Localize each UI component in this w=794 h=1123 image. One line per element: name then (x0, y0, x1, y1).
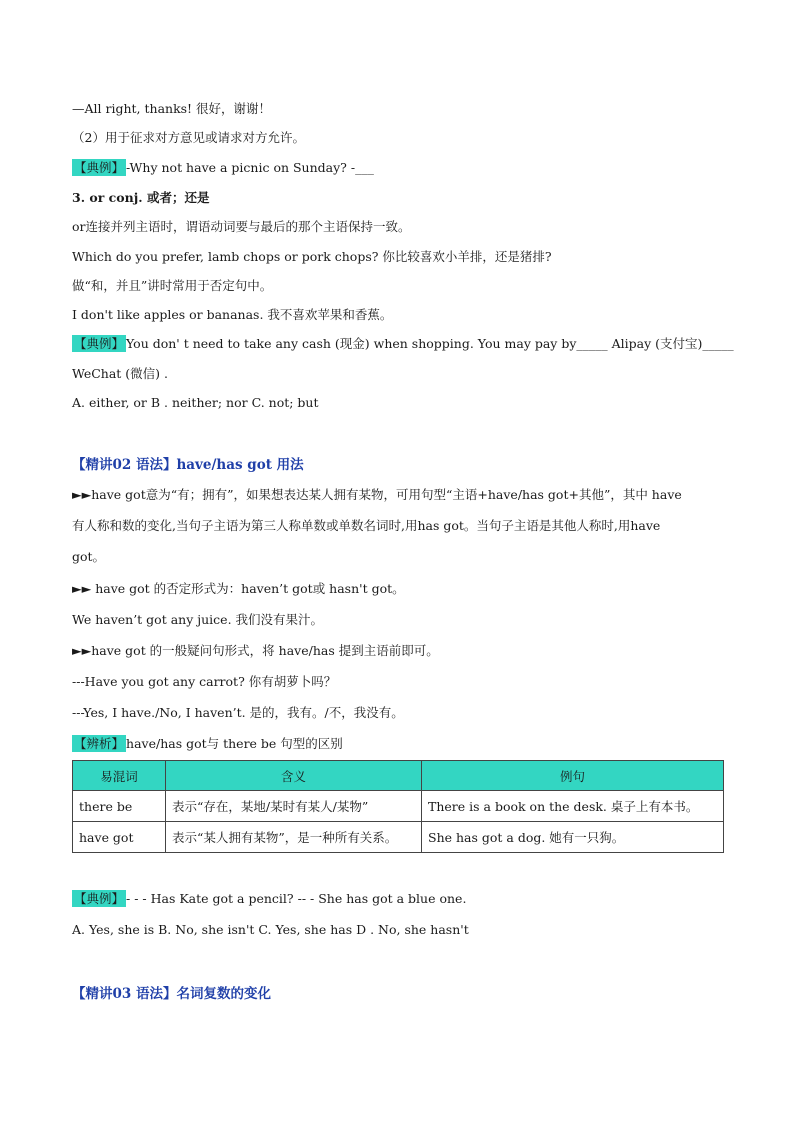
comparison-table (72, 760, 724, 853)
table-header-cell: 例句 (422, 761, 724, 791)
have-got-negative-example: We haven’t got any juice. 我们没有果汁。 (72, 612, 324, 627)
have-got-question: ►►have got 的一般疑问句形式，将 have/has 提到主语前即可。 (72, 643, 439, 658)
example-2 (72, 335, 734, 353)
have-got-rule-1b: 有人称和数的变化,当句子主语为第三人称单数或单数名词时,用has got。当句子主语是其他人称时,用have (72, 518, 661, 533)
example-tag: 【典例】 (74, 160, 125, 175)
dialogue-answer: —All right, thanks! 很好，谢谢！ (72, 101, 272, 116)
comparison-title: have/has got与 there be 句型的区别 (126, 736, 343, 751)
example-tag: 【典例】 (74, 336, 125, 351)
or-negative-rule: 做“和，并且”讲时常用于否定句中。 (72, 278, 273, 293)
table-row (73, 822, 724, 853)
table-cell: She has got a dog. 她有一只狗。 (422, 822, 724, 853)
analysis-tag: 【辨析】 (74, 736, 125, 751)
or-negative-example: I don't like apples or bananas. 我不喜欢苹果和香蕉。 (72, 307, 393, 322)
section-heading-02: 【精讲02 语法】have/has got 用法 (72, 457, 304, 473)
table-header-cell: 易混词 (73, 761, 166, 791)
comparison-intro (72, 735, 343, 753)
table-header-cell: 含义 (166, 761, 422, 791)
example-text: - - - Has Kate got a pencil? -- - She has got a blue one. (126, 891, 467, 906)
have-got-rule-1c: got。 (72, 549, 106, 564)
example-tag: 【典例】 (74, 891, 125, 906)
or-rule: or连接并列主语时，谓语动词要与最后的那个主语保持一致。 (72, 219, 411, 234)
usage-note-2: （2）用于征求对方意见或请求对方允许。 (72, 130, 305, 145)
table-cell: There is a book on the desk. 桌子上有本书。 (422, 791, 724, 822)
section-heading-03: 【精讲03 语法】名词复数的变化 (72, 986, 271, 1002)
example-2-cont: WeChat (微信) . (72, 366, 168, 381)
example-3-options: A. Yes, she is B. No, she isn't C. Yes, she has D . No, she hasn't (72, 922, 469, 937)
or-example: Which do you prefer, lamb chops or pork chops? 你比较喜欢小羊排，还是猪排? (72, 249, 552, 264)
table-header-row (73, 761, 724, 791)
example-text: You don' t need to take any cash (现金) when shopping. You may pay by_____ Alipay (支付宝)_____ (126, 336, 734, 351)
table-cell: 表示“存在，某地/某时有某人/某物” (166, 791, 422, 822)
table-cell: there be (73, 791, 166, 822)
answer-example: ---Yes, I have./No, I haven’t. 是的，我有。/不，我没有。 (72, 705, 404, 720)
table-cell: have got (73, 822, 166, 853)
example-3 (72, 890, 466, 908)
vocab-or-title: 3. or conj. 或者；还是 (72, 190, 210, 205)
question-example: ---Have you got any carrot? 你有胡萝卜吗？ (72, 674, 337, 689)
have-got-negative: ►► have got 的否定形式为：haven’t got或 hasn't got。 (72, 581, 405, 596)
have-got-rule-1a: ►►have got意为“有；拥有”，如果想表达某人拥有某物，可用句型“主语+have/has got+其他”，其中 have (72, 487, 682, 502)
table-row (73, 791, 724, 822)
example-text: -Why not have a picnic on Sunday? -___ (126, 160, 374, 175)
example-1 (72, 159, 374, 177)
example-2-options: A. either, or B . neither; nor C. not; but (72, 395, 319, 410)
table-cell: 表示“某人拥有某物”，是一种所有关系。 (166, 822, 422, 853)
